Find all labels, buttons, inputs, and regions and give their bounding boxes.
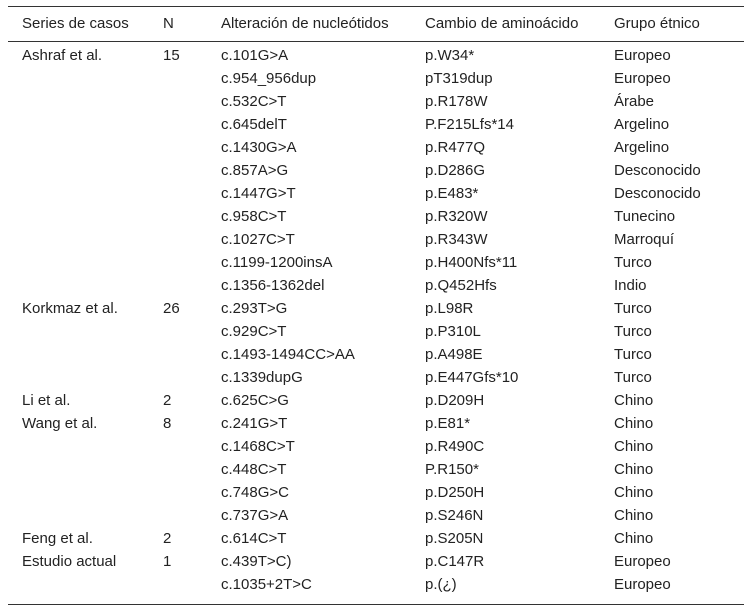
cell-n: 1 [163,553,172,570]
cell-ethnic-group: Chino [614,530,654,547]
table-row [8,412,744,435]
table-row [8,389,744,412]
cell-n [149,182,207,205]
table-row [8,228,744,251]
cell-ethnic-group: Europeo [614,70,671,87]
cell-ethnic-group: Árabe [614,93,655,110]
cell-ethnic-group: Europeo [614,47,671,64]
cell-ethnic-group: Desconocido [614,162,701,179]
cell-ethnic-group: Europeo [614,553,671,570]
cell-amino-acid: p.Q452Hfs [425,277,497,294]
cell-amino-acid: p.E483* [425,185,479,202]
table-row [8,67,744,90]
cell-amino-acid: p.E81* [425,415,471,432]
cell-nucleotide: c.532C>T [221,93,287,110]
cell-series [8,343,149,366]
cell-ethnic-group: Turco [614,323,652,340]
cell-amino-acid: p.R320W [425,208,488,225]
cell-ethnic-group: Turco [614,300,652,317]
cell-series [8,274,149,297]
table-row [8,113,744,136]
cell-amino-acid: p.P310L [425,323,481,340]
table-row [8,366,744,389]
cell-series [8,481,149,504]
cell-series: Estudio actual [22,553,117,570]
cell-amino-acid: P.F215Lfs*14 [425,116,514,133]
cell-ethnic-group: Chino [614,484,654,501]
cell-series [8,182,149,205]
cell-nucleotide: c.645delT [221,116,287,133]
cell-n [149,504,207,527]
cell-nucleotide: c.1356-1362del [221,277,325,294]
cell-ethnic-group: Chino [614,461,654,478]
cell-n [149,251,207,274]
cell-amino-acid: p.H400Nfs*11 [425,254,518,271]
cell-nucleotide: c.625C>G [221,392,289,409]
cell-n [149,113,207,136]
cell-n [149,366,207,389]
cell-n [149,320,207,343]
cell-amino-acid: p.C147R [425,553,485,570]
cell-series: Feng et al. [22,530,93,547]
cell-nucleotide: c.614C>T [221,530,287,547]
cell-n: 2 [163,392,172,409]
cell-series [8,320,149,343]
cell-amino-acid: p.A498E [425,346,483,363]
table-row [8,504,744,527]
cell-amino-acid: p.L98R [425,300,474,317]
cell-amino-acid: p.E447Gfs*10 [425,369,519,386]
table-row [8,297,744,320]
cell-nucleotide: c.1035+2T>C [221,576,312,593]
table-row [8,435,744,458]
table-row [8,136,744,159]
header-n: N [163,15,174,32]
cell-ethnic-group: Chino [614,438,654,455]
cell-ethnic-group: Chino [614,507,654,524]
cell-series: Li et al. [22,392,71,409]
cell-nucleotide: c.293T>G [221,300,288,317]
cell-n [149,228,207,251]
cell-n: 8 [163,415,172,432]
cell-nucleotide: c.857A>G [221,162,289,179]
cell-series [8,435,149,458]
cell-n [149,67,207,90]
cell-series [8,504,149,527]
table-row [8,573,744,596]
cell-nucleotide: c.241G>T [221,415,288,432]
cell-nucleotide: c.737G>A [221,507,289,524]
cell-series [8,228,149,251]
cell-ethnic-group: Chino [614,392,654,409]
cell-amino-acid: p.S205N [425,530,484,547]
table-row [8,205,744,228]
cell-series [8,67,149,90]
cell-amino-acid: p.R343W [425,231,488,248]
cell-amino-acid: p.D286G [425,162,486,179]
table-bottom-rule [8,604,744,605]
cell-n [149,205,207,228]
cell-n [149,159,207,182]
cell-n [149,573,207,596]
table-row [8,527,744,550]
cell-amino-acid: p.D209H [425,392,485,409]
mutation-table [8,7,744,596]
table-body [8,41,744,596]
cell-ethnic-group: Chino [614,415,654,432]
cell-series [8,573,149,596]
cell-ethnic-group: Europeo [614,576,671,593]
table-row [8,481,744,504]
cell-amino-acid: p.R490C [425,438,485,455]
cell-nucleotide: c.954_956dup [221,70,317,87]
cell-nucleotide: c.1447G>T [221,185,296,202]
table-row [8,550,744,573]
cell-nucleotide: c.439T>C) [221,553,292,570]
cell-n [149,274,207,297]
cell-amino-acid: P.R150* [425,461,479,478]
cell-ethnic-group: Desconocido [614,185,701,202]
table-row [8,182,744,205]
cell-n [149,136,207,159]
table-row [8,90,744,113]
cell-amino-acid: p.W34* [425,47,475,64]
cell-nucleotide: c.1493-1494CC>AA [221,346,355,363]
cell-series [8,136,149,159]
header-nucleotide: Alteración de nucleótidos [221,15,389,32]
cell-nucleotide: c.958C>T [221,208,287,225]
cell-amino-acid: p.(¿) [425,576,457,593]
cell-n [149,481,207,504]
cell-nucleotide: c.929C>T [221,323,287,340]
cell-series [8,113,149,136]
cell-nucleotide: c.1199-1200insA [221,254,333,271]
cell-nucleotide: c.1468C>T [221,438,295,455]
cell-n [149,343,207,366]
cell-series: Wang et al. [22,415,98,432]
cell-series [8,90,149,113]
header-ethnic-group: Grupo étnico [614,15,700,32]
cell-n [149,90,207,113]
cell-series: Ashraf et al. [22,47,103,64]
cell-nucleotide: c.1339dupG [221,369,303,386]
cell-n: 2 [163,530,172,547]
cell-ethnic-group: Tunecino [614,208,676,225]
table-row [8,343,744,366]
cell-nucleotide: c.1430G>A [221,139,297,156]
cell-series [8,366,149,389]
cell-nucleotide: c.1027C>T [221,231,295,248]
cell-amino-acid: pT319dup [425,70,493,87]
cell-n: 26 [163,300,180,317]
table-row [8,320,744,343]
table-row [8,159,744,182]
table-header-row [8,7,744,41]
cell-ethnic-group: Marroquí [614,231,675,248]
cell-amino-acid: p.D250H [425,484,485,501]
cell-nucleotide: c.748G>C [221,484,289,501]
cell-ethnic-group: Turco [614,346,652,363]
table-row [8,251,744,274]
table-row [8,458,744,481]
cell-ethnic-group: Turco [614,369,652,386]
table-row [8,41,744,67]
cell-n: 15 [163,47,180,64]
cell-ethnic-group: Indio [614,277,647,294]
cell-series [8,159,149,182]
cell-ethnic-group: Argelino [614,116,670,133]
cell-n [149,458,207,481]
cell-n [149,435,207,458]
cell-series [8,458,149,481]
cell-series: Korkmaz et al. [22,300,118,317]
cell-nucleotide: c.448C>T [221,461,287,478]
cell-amino-acid: p.S246N [425,507,484,524]
cell-ethnic-group: Argelino [614,139,670,156]
cell-amino-acid: p.R178W [425,93,488,110]
cell-series [8,205,149,228]
table-row [8,274,744,297]
cell-series [8,251,149,274]
cell-nucleotide: c.101G>A [221,47,289,64]
header-series: Series de casos [22,15,129,32]
cell-ethnic-group: Turco [614,254,652,271]
header-amino-acid: Cambio de aminoácido [425,15,579,32]
cell-amino-acid: p.R477Q [425,139,486,156]
